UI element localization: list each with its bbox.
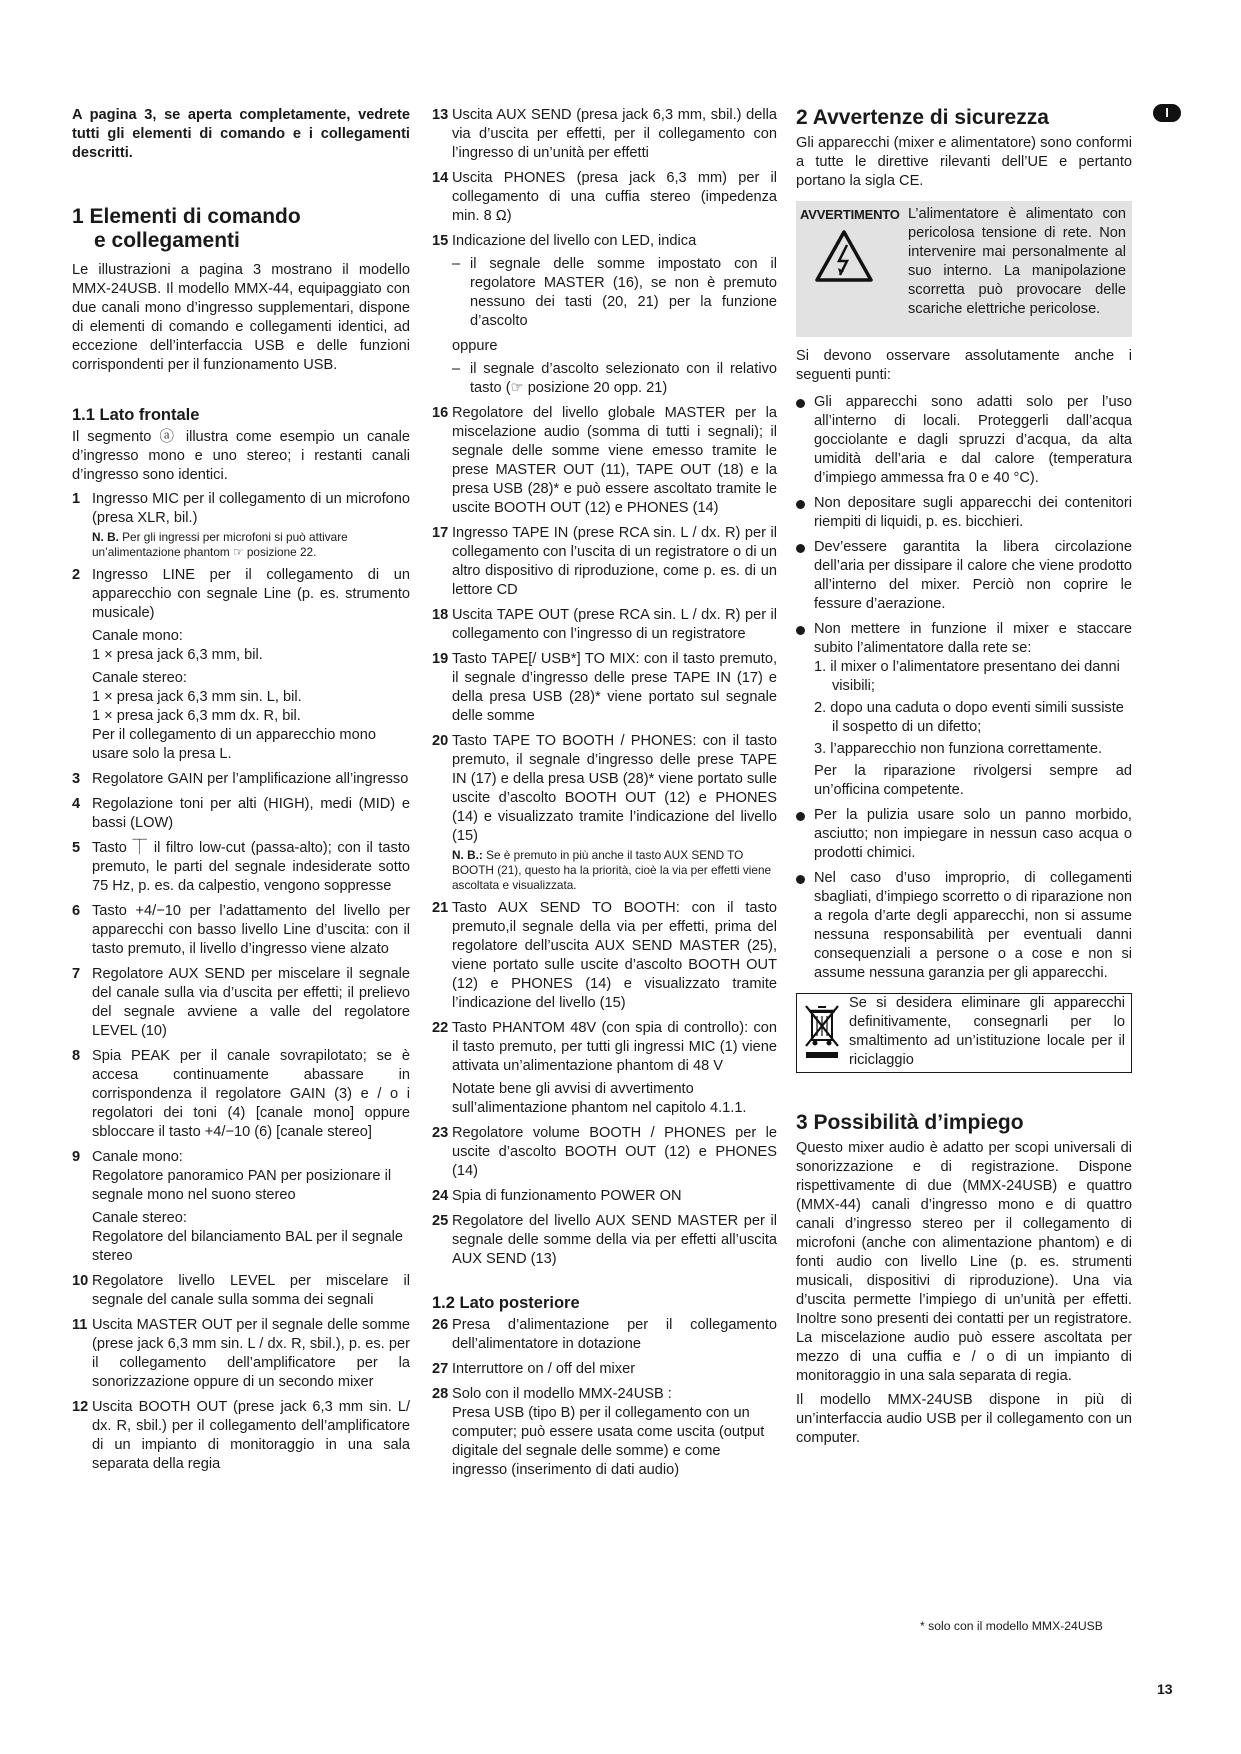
item-text: Ingresso TAPE IN (prese RCA sin. L / dx. R) per il collegamento con l’uscita di un registratore o di un altro dispositivo di riproduzione, come p. es. di un lettore CD <box>452 525 777 598</box>
sub-text: 1 × presa jack 6,3 mm, bil. <box>92 647 263 663</box>
item-text: Presa d’alimentazione per il collegamento dell’alimentatore in dotazione <box>452 1317 777 1352</box>
list-item <box>432 1385 777 1480</box>
item-text: Tasto TAPE TO BOOTH / PHONES: con il tasto premuto, il segnale d’ingresso delle prese TAPE IN (17) e della presa USB (28)* viene portato sulle uscite d’ascolto BOOTH OUT (12) e PHONES (14) e visualizzato tramite l’indicazione del livello (15) <box>452 733 777 844</box>
dash-item: – il segnale delle somme impostato con il regolatore MASTER (16), se non è premuto nessuno dei tasti (20, 21) per la funzione d’ascolto <box>452 255 777 331</box>
item-text: Regolatore AUX SEND per miscelare il segnale del canale sulla via d’uscita per effetti; il prelievo del segnale avviene a valle del regolatore LEVEL (10) <box>92 966 410 1039</box>
list-item <box>72 902 410 959</box>
sub-title: Canale stereo: <box>92 670 187 686</box>
high-voltage-warning-icon <box>814 229 874 283</box>
list-item <box>72 566 410 764</box>
sub-text: Regolatore panoramico PAN per posizionare il segnale mono nel suono stereo <box>92 1168 392 1203</box>
list-item <box>72 1272 410 1310</box>
item-number: 28 <box>432 1386 449 1402</box>
item-sub <box>92 1209 410 1266</box>
item-text: Tasto +4/−10 per l’adattamento del livello per apparecchi con basso livello Line d’uscita: con il tasto premuto, il livello d’ingresso viene alzato <box>92 903 410 957</box>
list-item <box>432 1124 777 1181</box>
bullet-text: Per la pulizia usare solo un panno morbido, asciutto; non impiegare in nessun caso acqua o prodotti chimici. <box>814 807 1132 861</box>
item-number: 3 <box>72 771 81 787</box>
item-text: Tasto PHANTOM 48V (con spia di controllo): con il tasto premuto, per tutti gli ingressi MIC (1) viene attivata un’alimentazione phantom di 48 V <box>452 1020 777 1074</box>
item-number: 26 <box>432 1317 449 1333</box>
sub-text: Regolatore del bilanciamento BAL per il segnale stereo <box>92 1229 403 1264</box>
bullet-dot <box>796 875 805 884</box>
item-text: Canale mono: <box>92 1149 183 1165</box>
list-item <box>72 1398 410 1474</box>
item-number: 9 <box>72 1149 81 1165</box>
sub-title: Canale mono: <box>92 628 183 644</box>
item-number: 19 <box>432 651 449 667</box>
item-sub <box>92 627 410 665</box>
column-2 <box>432 106 777 1486</box>
sub-text: Per il collegamento di un apparecchio mono usare solo la presa L. <box>92 727 376 762</box>
sub-text: Presa USB (tipo B) per il collegamento con un computer; può essere usata come uscita (output digitale del segnale delle somme) e come ingresso (inserimento di dati audio) <box>452 1405 765 1478</box>
item-number: 21 <box>432 900 449 916</box>
item-number: 23 <box>432 1125 449 1141</box>
bullet-dot <box>796 399 805 408</box>
list-item <box>432 899 777 1013</box>
item-number: 20 <box>432 733 449 749</box>
section-1-paragraph: Le illustrazioni a pagina 3 mostrano il modello MMX-24USB. Il modello MMX-44, equipaggiato con due canali mono d’ingresso supplementari, dispone di elementi di comando e collegamenti identici, ad eccezione dell’interfaccia USB e delle funzioni corrispondenti per il funzionamento USB. <box>72 262 410 373</box>
note-label: N. B.: <box>452 848 483 862</box>
section-2-paragraph: Gli apparecchi (mixer e alimentatore) sono conformi a tutte le direttive rilevanti dell’UE e pertanto portano la sigla CE. <box>796 135 1132 189</box>
section-3-paragraph: Questo mixer audio è adatto per scopi universali di sonorizzazione e di registrazione. Dispone rispettivamente di due (MMX-24USB) e quattro (MMX-44) canali d’ingresso mono e di quattro canali d’ingresso stereo per il collegamento di microfoni (anche con alimentazione phantom) e di fonti audio con livello Line (p. es. strumenti musicali, dispositivi di riproduzione). Una via d’uscita permette l’impiego di un’unità per effetti. Inoltre sono presenti dei contatti per un registratore. La miscelazione audio può essere ascoltata per mezzo di una cuffia e / o di un impianto di monitoraggio in una sala separata di regia. <box>796 1140 1132 1384</box>
section-3-heading: 3 Possibilità d’impiego <box>796 1111 1024 1134</box>
list-item <box>72 1047 410 1142</box>
item-text: Tasto TAPE[/ USB*] TO MIX: con il tasto premuto, il segnale d’ingresso delle prese TAPE IN (17) e della presa USB (28)* viene portato sul segnale delle somme <box>452 651 777 724</box>
bullet-item <box>796 494 1132 532</box>
item-text: Regolatore livello LEVEL per miscelare il segnale del canale sulla somma dei segnali <box>92 1273 410 1308</box>
warning-box <box>796 201 1132 337</box>
numbered-subitem: 3. l’apparecchio non funziona correttamente. <box>814 741 1102 757</box>
section-3-paragraph-2: Il modello MMX-24USB dispone in più di un’interfaccia audio USB per il collegamento con un computer. <box>796 1392 1132 1446</box>
item-note <box>452 848 777 893</box>
list-item <box>432 106 777 163</box>
disposal-text: Se si desidera eliminare gli apparecchi definitivamente, consegnarli per lo smaltimento ad un’istituzione locale per il riciclaggio <box>849 995 1125 1068</box>
bullet-item <box>796 538 1132 614</box>
item-number: 1 <box>72 491 81 507</box>
bullet-dot <box>796 544 805 553</box>
list-item <box>72 770 410 789</box>
warning-text: L’alimentatore è alimentato con pericolosa tensione di rete. Non intervenire mai personalmente al suo interno. La manipolazione scorretta può provocare delle scariche elettriche pericolose. <box>908 206 1126 317</box>
section-1-heading <box>72 205 410 253</box>
item-sub <box>92 669 410 764</box>
warning-label: AVVERTIMENTO <box>800 207 900 222</box>
item-text: Uscita TAPE OUT (prese RCA sin. L / dx. R) per il collegamento con l’ingresso di un registratore <box>452 607 777 642</box>
disposal-box <box>796 993 1132 1073</box>
item-number: 22 <box>432 1020 449 1036</box>
note-text: Se è premuto in più anche il tasto AUX SEND TO BOOTH (21), questo ha la priorità, cioè la via per effetti viene ascoltata e visualizzata. <box>452 848 772 892</box>
subsection-1-2-heading: 1.2 Lato posteriore <box>432 1294 580 1312</box>
list-item <box>72 490 410 560</box>
item-text: Tasto AUX SEND TO BOOTH: con il tasto premuto,il segnale della via per effetti, prima del regolatore dell’uscita AUX SEND MASTER (25), viene portato sulle uscite d’ascolto BOOTH OUT (12) e PHONES (14) e visualizzato tramite l’indicazione del livello (15) <box>452 900 777 1011</box>
list-item <box>432 1316 777 1354</box>
numbered-subitem: 1. il mixer o l’alimentatore presentano dei danni visibili; <box>814 659 1120 694</box>
bullet-subtext: Per la riparazione rivolgersi sempre ad un’officina competente. <box>814 763 1132 798</box>
item-number: 17 <box>432 525 449 541</box>
item-text: Spia PEAK per il canale sovrapilotato; se è accesa continuamente abassare in corrispondenza il regolatore GAIN (3) e / o i regolatori dei toni (4) [canale mono] oppure sbloccare il tasto +4/−10 (6) [canale stereo] <box>92 1048 410 1140</box>
dash-item: – il segnale d’ascolto selezionato con il relativo tasto (☞ posizione 20 opp. 21) <box>452 360 777 398</box>
item-text: Regolatore GAIN per l’amplificazione all’ingresso <box>92 771 409 787</box>
item-number: 5 <box>72 840 81 856</box>
list-item <box>432 650 777 726</box>
list-item <box>432 1019 777 1118</box>
item-number: 25 <box>432 1213 449 1229</box>
list-item <box>432 524 777 600</box>
numbered-subitem: 2. dopo una caduta o dopo eventi simili sussiste il sospetto di un difetto; <box>814 700 1124 735</box>
bullet-text: Dev’essere garantita la libera circolazione dell’aria per dissipare il calore che viene prodotto all’interno del mixer. Perciò non coprire le fessure d’aerazione. <box>814 539 1132 612</box>
item-text: Spia di funzionamento POWER ON <box>452 1188 682 1204</box>
bullet-dot <box>796 812 805 821</box>
list-item <box>72 1148 410 1266</box>
list-item <box>432 1187 777 1206</box>
item-number: 2 <box>72 567 81 583</box>
list-item <box>432 169 777 226</box>
sub-text: 1 × presa jack 6,3 mm dx. R, bil. <box>92 708 301 724</box>
item-text: Ingresso MIC per il collegamento di un microfono (presa XLR, bil.) <box>92 491 410 526</box>
bullet-dot <box>796 626 805 635</box>
sub-text: 1 × presa jack 6,3 mm sin. L, bil. <box>92 689 302 705</box>
sub-text: Notate bene gli avvisi di avvertimento sull’alimentazione phantom nel capitolo 4.1.1. <box>452 1081 747 1116</box>
bullet-item <box>796 620 1132 800</box>
section-1-heading-line1: 1 Elementi di comando <box>72 205 301 228</box>
item-text: Regolazione toni per alti (HIGH), medi (MID) e bassi (LOW) <box>92 796 410 831</box>
bullet-text: Nel caso d’uso improprio, di collegamenti sbagliati, d’impiego scorretto o di riparazione non a regola d’arte degli apparecchi, non si assume nessuna responsabilità per eventuali danni consequenziali a persone o a cose e non si assume nessuna garanzia per gli apparecchi. <box>814 870 1132 981</box>
column-1 <box>72 106 410 1480</box>
bullet-item <box>796 869 1132 983</box>
page-number: 13 <box>1157 1681 1173 1697</box>
item-number: 11 <box>72 1317 88 1333</box>
sub-text: oppure <box>452 338 498 354</box>
sub-title: Canale stereo: <box>92 1210 187 1226</box>
item-text: Indicazione del livello con LED, indica <box>452 233 697 249</box>
bullet-text: Non mettere in funzione il mixer e staccare subito l’alimentatore dalla rete se: <box>814 621 1132 656</box>
section-2-points-intro: Si devono osservare assolutamente anche i seguenti punti: <box>796 348 1132 383</box>
list-item <box>72 839 410 896</box>
item-note <box>92 530 410 560</box>
list-item <box>432 404 777 518</box>
item-text: Uscita AUX SEND (presa jack 6,3 mm, sbil.) della via d’uscita per effetti, per il collegamento con l’ingresso di un’unità per effetti <box>452 107 777 161</box>
item-number: 27 <box>432 1361 449 1377</box>
list-item <box>432 1212 777 1269</box>
list-item <box>432 732 777 893</box>
item-text: Uscita BOOTH OUT (prese jack 6,3 mm sin. L/ dx. R, sbil.) per il collegamento dell’amplificatore di un impianto di monitoraggio in una sala separata della regia <box>92 1399 410 1472</box>
list-item <box>72 965 410 1041</box>
item-text: Ingresso LINE per il collegamento di un apparecchio con segnale Line (p. es. strumento musicale) <box>92 567 410 621</box>
note-text: Per gli ingressi per microfoni si può attivare un’alimentazione phantom ☞ posizione 22. <box>92 530 348 559</box>
item-text: Regolatore volume BOOTH / PHONES per le uscite d’ascolto BOOTH OUT (12) e PHONES (14) <box>452 1125 777 1179</box>
list-item <box>72 795 410 833</box>
language-badge: I <box>1153 104 1181 122</box>
list-item <box>432 232 777 398</box>
section-2-heading: 2 Avvertenze di sicurezza <box>796 106 1049 129</box>
item-text: Solo con il modello MMX-24USB : <box>452 1386 672 1402</box>
item-text: Tasto ⏉ il filtro low-cut (passa-alto); con il tasto premuto, le parti del segnale indesiderate sotto 75 Hz, p. es. da calpestio, vengono soppresse <box>92 840 410 894</box>
list-item <box>72 1316 410 1392</box>
bullet-item <box>796 806 1132 863</box>
column-3 <box>796 106 1132 1453</box>
note-label: N. B. <box>92 530 119 544</box>
item-text: Regolatore del livello globale MASTER per la miscelazione audio (somma di tutti i segnali); il segnale delle somme viene emesso tramite le prese MASTER OUT (11), TAPE OUT (18) e la presa USB (28)* e può essere ascoltato tramite le uscite BOOTH OUT (12) e PHONES (14) <box>452 405 777 516</box>
item-number: 4 <box>72 796 81 812</box>
crossed-bin-icon <box>803 1002 841 1062</box>
intro-text: A pagina 3, se aperta completamente, vedrete tutti gli elementi di comando e i collegamenti descritti. <box>72 107 410 161</box>
bullet-text: Non depositare sugli apparecchi dei contenitori riempiti di liquidi, p. es. bicchieri. <box>814 495 1132 530</box>
item-number: 15 <box>432 233 449 249</box>
item-text: Uscita MASTER OUT per il segnale delle somme (prese jack 6,3 mm sin. L / dx. R, sbil.), p. es. per il collegamento dell’amplificatore per la sonorizzazione oppure di un secondo mixer <box>92 1317 410 1390</box>
bullet-dot <box>796 500 805 509</box>
subsection-1-1-heading: 1.1 Lato frontale <box>72 406 200 424</box>
item-number: 10 <box>72 1273 89 1289</box>
bullet-text: Gli apparecchi sono adatti solo per l’uso all’interno di locali. Proteggerli dall’acqua gocciolante e dagli spruzzi d’acqua, da alta umidità dell’aria e dal calore (temperatura d’impiego ammessa fra 0 e 40 °C). <box>814 394 1132 486</box>
item-text: Interruttore on / off del mixer <box>452 1361 636 1377</box>
item-number: 8 <box>72 1048 81 1064</box>
footnote: * solo con il modello MMX-24USB <box>920 1619 1103 1633</box>
item-number: 14 <box>432 170 449 186</box>
section-1-heading-line2: e collegamenti <box>94 229 240 252</box>
item-text: Regolatore del livello AUX SEND MASTER per il segnale delle somme della via per effetti all’uscita AUX SEND (13) <box>452 1213 777 1267</box>
item-text: Uscita PHONES (presa jack 6,3 mm) per il collegamento di una cuffia stereo (impedenza min. 8 Ω) <box>452 170 777 224</box>
subsection-1-1-paragraph: Il segmento ⓐ illustra come esempio un canale d’ingresso mono e uno stereo; i restanti canali d’ingresso sono identici. <box>72 429 410 483</box>
item-number: 24 <box>432 1188 449 1204</box>
list-item <box>432 1360 777 1379</box>
bullet-item <box>796 393 1132 488</box>
list-item <box>432 606 777 644</box>
item-number: 6 <box>72 903 81 919</box>
item-number: 18 <box>432 607 449 623</box>
item-number: 7 <box>72 966 81 982</box>
item-number: 12 <box>72 1399 89 1415</box>
item-number: 16 <box>432 405 449 421</box>
item-number: 13 <box>432 107 449 123</box>
